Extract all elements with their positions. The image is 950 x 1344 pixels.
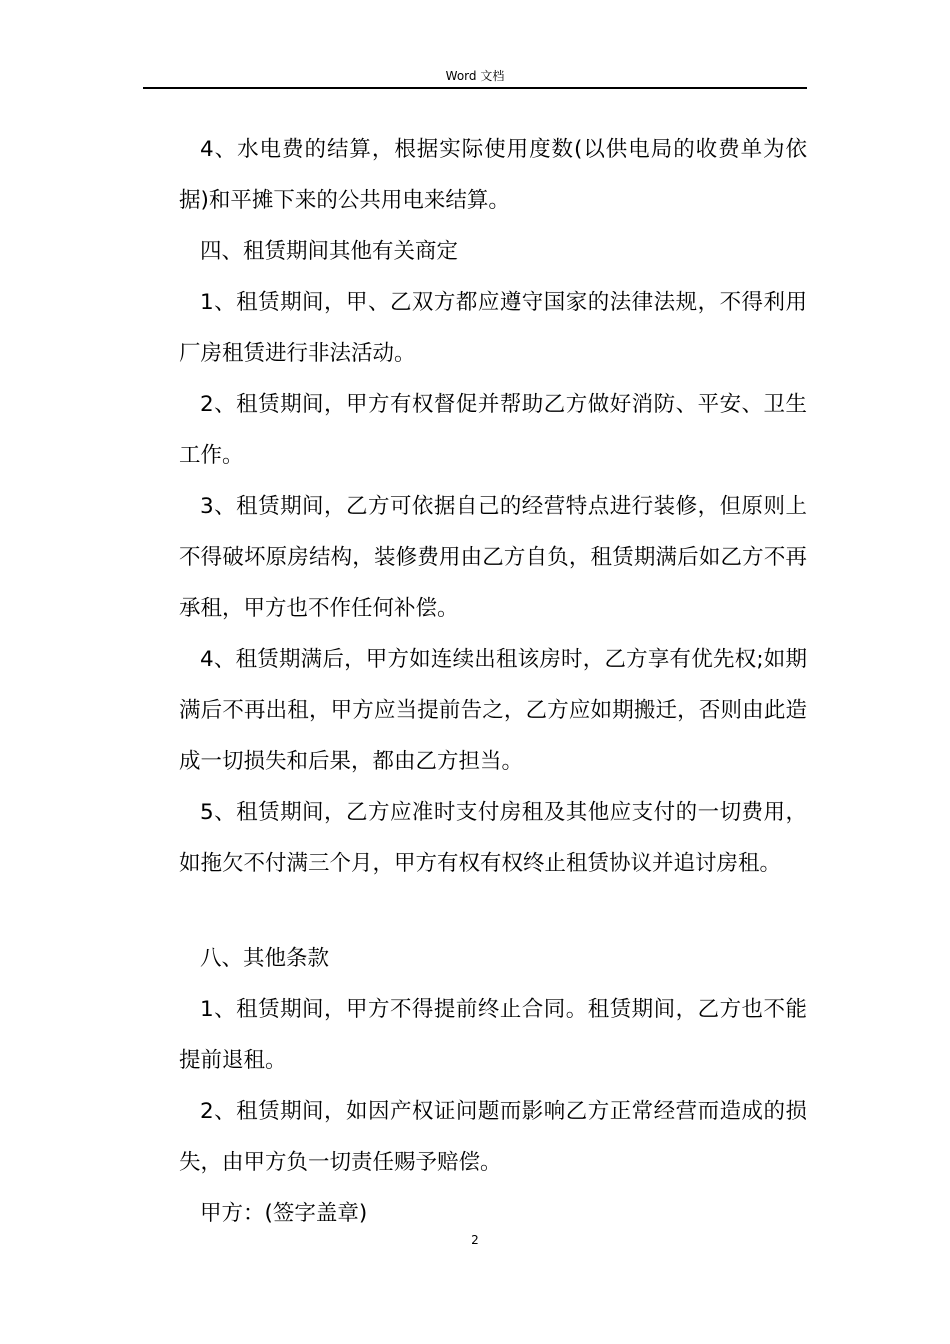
page-number: 2 — [471, 1233, 479, 1247]
paragraph-gap — [179, 889, 807, 933]
section-heading-other-terms: 八、其他条款 — [200, 946, 330, 971]
paragraph-renewal-priority: 4、租赁期满后，甲方如连续出租该房时，乙方享有优先权;如期满后不再出租，甲方应当提前告之，乙方应如期搬迁，否则由此造成一切损失和后果，都由乙方担当。 — [179, 647, 807, 774]
page-header: Word 文档 — [445, 69, 505, 83]
document-body — [179, 124, 807, 1239]
signature-line-party-a: 甲方：(签字盖章) — [200, 1201, 368, 1226]
section-heading-lease-terms: 四、租赁期间其他有关商定 — [200, 239, 459, 264]
paragraph-renovation: 3、租赁期间，乙方可依据自己的经营特点进行装修，但原则上不得破坏原房结构，装修费用由乙方自负，租赁期满后如乙方不再承租，甲方也不作任何补偿。 — [179, 494, 807, 621]
header-rule — [143, 87, 807, 89]
paragraph-title-certificate-liability: 2、租赁期间，如因产权证问题而影响乙方正常经营而造成的损失，由甲方负一切责任赐予赔偿。 — [179, 1099, 807, 1175]
paragraph-no-early-termination: 1、租赁期间，甲方不得提前终止合同。租赁期间，乙方也不能提前退租。 — [179, 997, 807, 1073]
paragraph-rent-payment: 5、租赁期间，乙方应准时支付房租及其他应支付的一切费用，如拖欠不付满三个月，甲方有权有权终止租赁协议并追讨房租。 — [179, 800, 807, 876]
paragraph-utility-settlement: 4、水电费的结算，根据实际使用度数(以供电局的收费单为依据)和平摊下来的公共用电来结算。 — [179, 137, 807, 213]
paragraph-legal-compliance: 1、租赁期间，甲、乙双方都应遵守国家的法律法规，不得利用厂房租赁进行非法活动。 — [179, 290, 807, 366]
paragraph-safety-supervision: 2、租赁期间，甲方有权督促并帮助乙方做好消防、平安、卫生工作。 — [179, 392, 807, 468]
